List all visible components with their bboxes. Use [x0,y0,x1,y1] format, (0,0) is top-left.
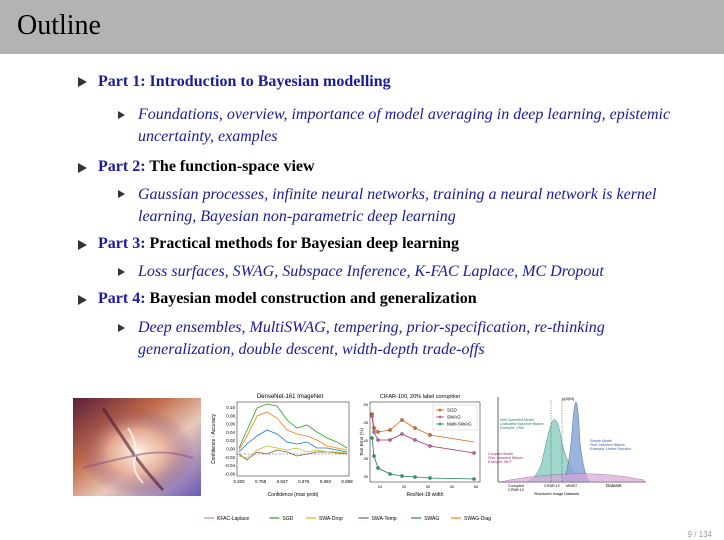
outline-sub-part2: Gaussian processes, infinite neural networks, training a neural network is kernel learning, Bayesian non-parametric deep learning [138,186,657,225]
diagram-ylabel: p(D|M) [561,396,575,401]
part-title: Bayesian model construction and generalization [145,290,477,307]
x-tick-label: 0.998 [341,479,353,484]
legend-label: SWA-Drop [319,516,343,522]
corruption-ylabel: Test Error (%) [359,428,364,456]
part-number: Part 2: [98,158,146,175]
y-tick-label: 0.08 [226,413,235,419]
legend-label: SGD [282,516,294,522]
legend-label: SWAG-Diag [464,516,492,522]
x-tick-label: 0.200 [233,479,245,484]
part-title: The function-space view [145,158,315,175]
simple-model-example: Example: Linear Function [590,447,631,451]
legend-label: SWAG [424,516,440,522]
legend-multiswag: Multi-SWAG [447,421,472,427]
corruption-title: CIFAR-100, 20% label corruption [379,394,461,400]
tick-cifar10-b: CIFAR-10 [544,484,560,488]
outline-sub-part3: Loss surfaces, SWAG, Subspace Inference, K-FAC Laplace, MC Dropout [138,263,604,280]
outline-item-part4 [98,290,477,308]
complex-model-label: Complex Model [488,452,513,456]
calibration-chart [205,390,355,505]
slide-title: Outline [17,10,101,41]
legend-swag: SWAG [447,414,461,420]
diagram-axis-note: Structured Image Datasets [534,492,580,496]
part-title: Introduction to Bayesian modelling [145,73,391,90]
well-specified-example: Example: CNN [500,426,524,430]
y-tick-label: 0.00 [226,446,235,452]
y-tick-label: 0.04 [226,429,235,435]
calibration-ylabel: Confidence - Accuracy [211,413,217,465]
page-number: 9 / 134 [687,530,712,539]
sub-bullet-icon [118,190,125,198]
y-tick-label: 30 [363,474,368,479]
outline-item-part3 [98,235,459,253]
y-tick-label: -0.06 [224,471,235,477]
tick-mnist: MNIST [566,484,578,488]
loss-surface-image [73,398,201,496]
well-specified-note: Calibrated Inductive Biases [500,422,544,426]
outline-item-part1 [98,73,391,91]
x-tick-label: 0.927 [276,479,288,484]
part-title: Practical methods for Bayesian deep learning [145,235,459,252]
corruption-xlabel: ResNet-18 width [406,492,444,498]
x-tick-label: 0.976 [298,479,310,484]
simple-model-note: Poor Inductive Biases [590,443,625,447]
y-tick-label: 40 [363,438,368,443]
methods-legend [200,510,530,524]
outline-sub-part4: Deep ensembles, MultiSWAG, tempering, prior-specification, re-thinking generalization, double descent, width-depth trade-offs [138,319,605,358]
calibration-title: DenseNet-161 ImageNet [256,394,324,400]
x-tick-label: 0.993 [319,479,332,484]
y-tick-label: 45 [363,420,368,425]
legend-label: KFAC-Laplace [217,516,250,522]
x-tick-label: 30 [425,484,431,489]
marginal-likelihood-diagram [486,392,651,500]
legend-sgd: SGD [447,407,457,413]
sub-bullet-icon [118,268,125,276]
well-specified-label: Well-Specified Model [500,418,534,422]
y-tick-label: 0.10 [226,405,235,410]
bullet-icon [78,295,87,305]
y-tick-label: 50 [363,402,368,407]
title-bar [0,0,724,54]
diagram-xlabel: Dataset [606,483,622,488]
bullet-icon [78,77,87,87]
tick-corrupted: Corrupted [508,484,524,488]
y-tick-label: -0.02 [224,454,235,460]
outline-sub-part1: Foundations, overview, importance of model averaging in deep learning, epistemic uncertainty, examples [138,106,671,145]
x-tick-label: 0.759 [254,479,267,484]
part-number: Part 3: [98,235,146,252]
x-tick-label: 50 [473,484,479,489]
sub-bullet-icon [118,324,125,332]
calibration-xlabel: Confidence (max prob) [267,492,319,498]
outline-item-part2 [98,158,315,176]
y-tick-label: 0.02 [226,438,235,444]
x-tick-label: 20 [401,484,407,489]
x-tick-label: 10 [377,484,383,489]
sub-bullet-icon [118,111,125,119]
legend-label: SWA-Temp [371,516,397,522]
bullet-icon [78,240,87,250]
y-tick-label: 35 [363,456,368,461]
part-number: Part 4: [98,290,146,307]
x-tick-label: 40 [449,484,455,489]
part-number: Part 1: [98,73,146,90]
y-tick-label: 0.06 [226,421,235,427]
tick-cifar10-a: CIFAR-10 [508,488,524,492]
complex-model-example: Example: MLP [488,460,512,464]
y-tick-label: -0.04 [224,463,235,469]
complex-model-note: Poor Inductive Biases [488,456,523,460]
simple-model-label: Simple Model [590,439,612,443]
corruption-chart [360,390,485,505]
bullet-icon [78,163,87,173]
